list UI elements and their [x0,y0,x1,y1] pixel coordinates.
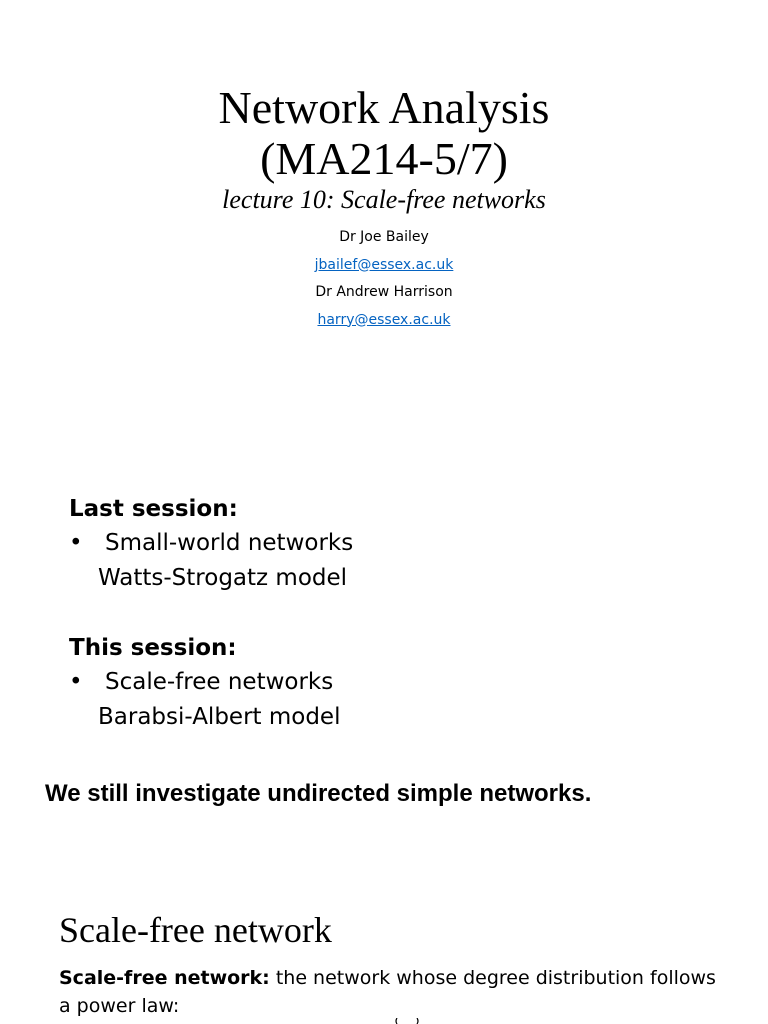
author-email-link-1[interactable]: jbailef@essex.ac.uk [314,256,454,273]
network-type-note: We still investigate undirected simple networks. [45,780,592,807]
session-overview [69,492,354,735]
author-name-2: Dr Andrew Harrison [315,284,453,300]
bullet-icon: • [69,530,83,556]
last-session-bullet [69,526,354,561]
section-spacer [69,596,347,631]
course-title-line2: (MA214-5/7) [260,133,508,184]
bullet-icon: • [69,669,83,695]
this-session-topic: Scale-free networks [105,669,334,695]
last-session-topic: Small-world networks [105,530,354,556]
course-title-line1: Network Analysis [218,82,550,133]
definition-paragraph [59,964,719,1020]
formula-partial-glyphs [391,1018,425,1024]
course-title [0,82,768,184]
author-email-link-2[interactable]: harry@essex.ac.uk [317,311,451,328]
lecture-subtitle: lecture 10: Scale-free networks [222,185,546,214]
this-session-model: Barabsi-Albert model [98,704,341,730]
last-session-heading: Last session: [69,496,238,522]
author-name-1: Dr Joe Bailey [339,229,429,245]
author-email-1-row [0,252,768,280]
section-title: Scale-free network [59,910,332,950]
definition-term: Scale-free network: [59,967,270,989]
this-session-heading: This session: [69,635,237,661]
definition-text: the network whose degree distribution follows a power law: [59,967,716,1017]
title-slide [0,82,768,334]
this-session-bullet [69,665,347,700]
author-email-2-row [0,307,768,335]
last-session-model: Watts-Strogatz model [98,565,348,591]
